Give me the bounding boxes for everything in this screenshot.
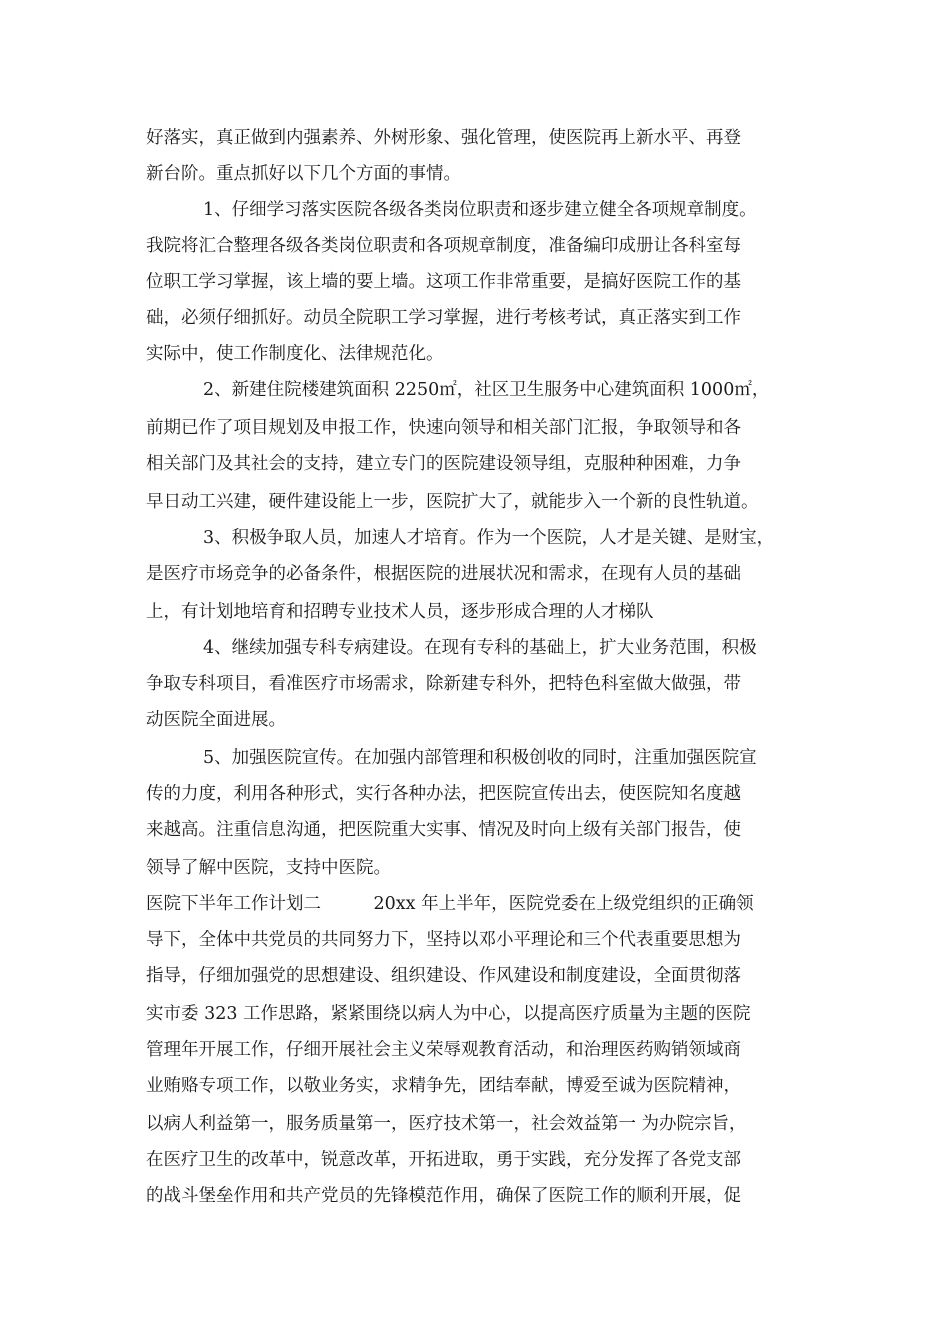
text-line: 领导了解中医院，支持中医院。: [146, 858, 391, 878]
paragraph-start-line: 5、加强医院宣传。在加强内部管理和积极创收的同时，注重加强医院宣: [203, 748, 757, 768]
text-line: 实市委 323 工作思路，紧紧围绕以病人为中心，以提高医疗质量为主题的医院: [146, 1004, 751, 1024]
text-line: 相关部门及其社会的支持，建立专门的医院建设领导组，克服种种困难，力争: [146, 454, 741, 474]
text-line: 上，有计划地培育和招聘专业技术人员，逐步形成合理的人才梯队: [146, 602, 654, 622]
text-line: 早日动工兴建，硬件建设能上一步，医院扩大了，就能步入一个新的良性轨道。: [146, 492, 759, 512]
text-line: 管理年开展工作，仔细开展社会主义荣辱观教育活动，和治理医药购销领域商: [146, 1040, 741, 1060]
text-line: 新台阶。重点抓好以下几个方面的事情。: [146, 164, 461, 184]
text-line: 我院将汇合整理各级各类岗位职责和各项规章制度，准备编印成册让各科室每: [146, 236, 741, 256]
text-line: 传的力度，利用各种形式，实行各种办法，把医院宣传出去，使医院知名度越: [146, 784, 741, 804]
section-heading-line: 医院下半年工作计划二 20xx 年上半年，医院党委在上级党组织的正确领: [146, 894, 754, 914]
text-line: 动医院全面进展。: [146, 710, 286, 730]
text-line: 以病人利益第一，服务质量第一，医疗技术第一，社会效益第一 为办院宗旨，: [146, 1114, 747, 1134]
text-line: 的战斗堡垒作用和共产党员的先锋模范作用，确保了医院工作的顺利开展，促: [146, 1186, 741, 1206]
paragraph-start-line: 3、积极争取人员，加速人才培育。作为一个医院，人才是关键、是财宝，: [203, 528, 775, 548]
paragraph-start-line: 4、继续加强专科专病建设。在现有专科的基础上，扩大业务范围，积极: [203, 638, 757, 658]
text-line: 导下，全体中共党员的共同努力下，坚持以邓小平理论和三个代表重要思想为: [146, 930, 741, 950]
paragraph-start-line: 2、新建住院楼建筑面积 2250㎡，社区卫生服务中心建筑面积 1000㎡，: [203, 380, 770, 400]
text-line: 础，必须仔细抓好。动员全院职工学习掌握，进行考核考试，真正落实到工作: [146, 308, 741, 328]
text-line: 是医疗市场竞争的必备条件，根据医院的进展状况和需求，在现有人员的基础: [146, 564, 741, 584]
text-line: 争取专科项目，看准医疗市场需求，除新建专科外，把特色科室做大做强，带: [146, 674, 741, 694]
text-line: 业贿赂专项工作，以敬业务实，求精争先，团结奉献，博爱至诚为医院精神，: [146, 1076, 741, 1096]
text-line: 来越高。注重信息沟通，把医院重大实事、情况及时向上级有关部门报告，使: [146, 820, 741, 840]
paragraph-start-line: 1、仔细学习落实医院各级各类岗位职责和逐步建立健全各项规章制度。: [203, 200, 757, 220]
text-line: 前期已作了项目规划及申报工作，快速向领导和相关部门汇报，争取领导和各: [146, 418, 741, 438]
text-line: 指导，仔细加强党的思想建设、组织建设、作风建设和制度建设，全面贯彻落: [146, 966, 741, 986]
text-line: 在医疗卫生的改革中，锐意改革，开拓进取，勇于实践，充分发挥了各党支部: [146, 1150, 741, 1170]
text-line: 好落实，真正做到内强素养、外树形象、强化管理，使医院再上新水平、再登: [146, 128, 741, 148]
text-line: 位职工学习掌握，该上墙的要上墙。这项工作非常重要，是搞好医院工作的基: [146, 272, 741, 292]
text-line: 实际中，使工作制度化、法律规范化。: [146, 344, 444, 364]
